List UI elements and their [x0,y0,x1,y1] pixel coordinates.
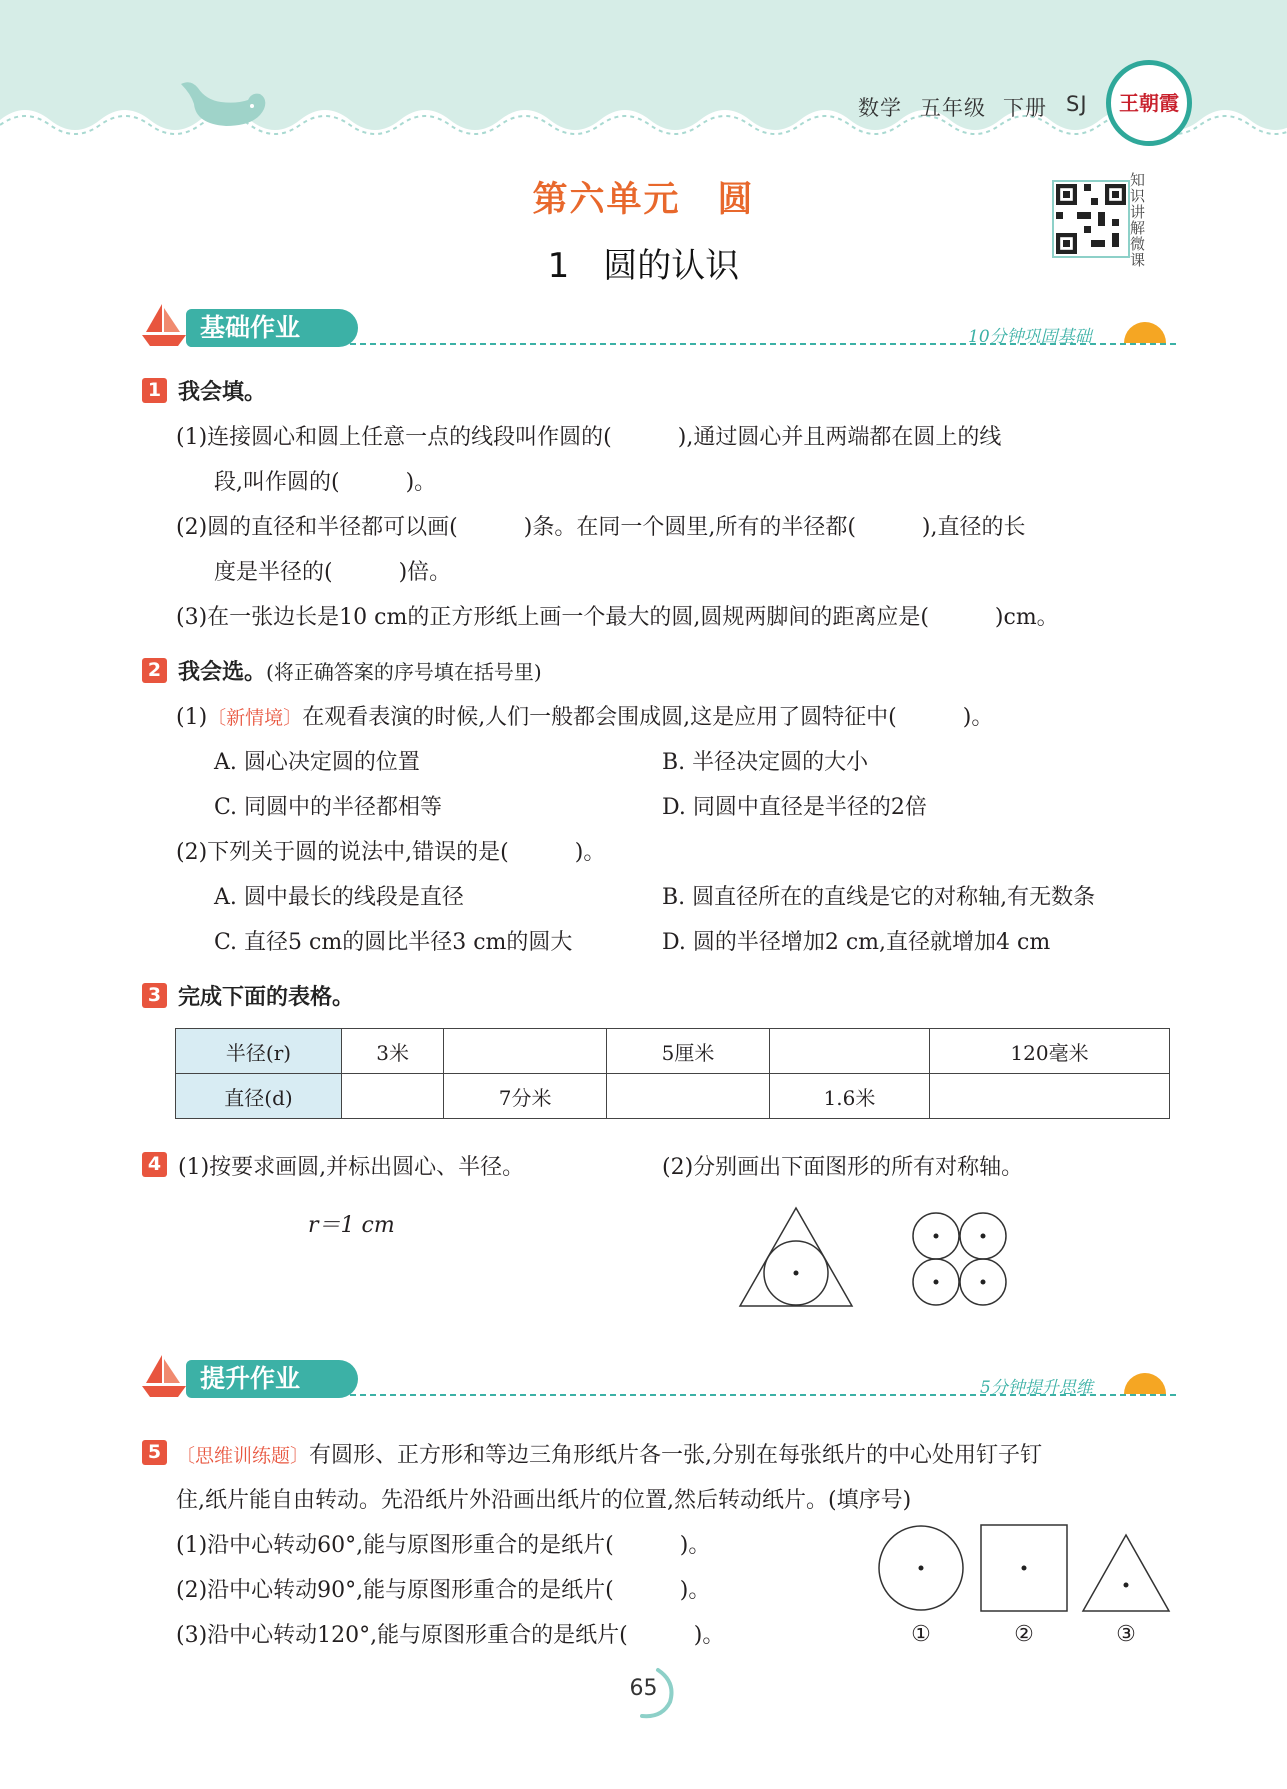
sun-icon [1124,1373,1166,1394]
unit-title: 第六单元 圆 [532,180,755,220]
whale-icon [176,74,276,134]
q2-p2-option-a: A. 圆中最长的线段是直径 [214,885,464,910]
table-cell[interactable] [769,1029,929,1074]
q1-number: 1 [142,378,167,403]
table-cell[interactable]: 1.6米 [769,1074,929,1119]
q2-p1-option-c: C. 同圆中的半径都相等 [214,795,443,820]
q1-line-2: 段,叫作圆的( )。 [214,470,437,495]
section-basic-hint: 10分钟巩固基础 [968,327,1092,347]
q1-line-5: (3)在一张边长是10 cm的正方形纸上画一个最大的圆,圆规两脚间的距离应是( )cm。 [176,605,1059,630]
q2-p1-option-d: D. 同圆中直径是半径的2倍 [662,795,927,820]
triangle-card-figure [1080,1532,1172,1614]
q2-p2-option-c: C. 直径5 cm的圆比半径3 cm的圆大 [214,930,573,955]
radius-diameter-table [175,1028,1170,1119]
q5-text-1: 有圆形、正方形和等边三角形纸片各一张,分别在每张纸片的中心处用钉子钉 [309,1443,1043,1468]
four-circles-figure [908,1210,1012,1308]
q4-number: 4 [142,1152,167,1177]
q1-title: 我会填。 [178,380,267,405]
page-number: 65 [629,1676,658,1701]
qr-label: 知识讲解微课 [1130,171,1146,269]
q4-radius-label: r＝1 cm [308,1213,395,1238]
section-basic-label: 基础作业 [186,309,358,347]
q5-number: 5 [142,1440,167,1465]
table-cell[interactable] [444,1029,607,1074]
q1-line-1: (1)连接圆心和圆上任意一点的线段叫作圆的( ),通过圆心并且两端都在圆上的线 [176,425,1002,450]
triangle-incircle-figure [736,1205,856,1310]
q2-title [178,655,542,686]
q5-line-1 [176,1438,1042,1469]
q2-note: (将正确答案的序号填在括号里) [266,660,542,684]
grade-label: 五年级 [920,96,986,120]
sailboat-icon [140,1353,190,1399]
circle-card-figure [876,1523,966,1613]
q2-p1-option-b: B. 半径决定圆的大小 [662,750,869,775]
table-cell[interactable] [342,1074,444,1119]
table-row-header: 半径(r) [176,1029,342,1074]
table-row-header: 直径(d) [176,1074,342,1119]
q3-title: 完成下面的表格。 [178,985,355,1010]
brand-logo [1106,60,1192,146]
section-advanced-hint: 5分钟提升思维 [980,1378,1093,1398]
q5-sub-1: (1)沿中心转动60°,能与原图形重合的是纸片( )。 [176,1533,711,1558]
q2-p1-prefix: (1) [176,705,208,730]
table-cell[interactable]: 3米 [342,1029,444,1074]
section-advanced-label: 提升作业 [186,1360,358,1398]
volume-label: 下册 [1003,96,1047,120]
q2-title-text: 我会选。 [178,660,267,685]
sailboat-icon [140,302,190,348]
q5-sub-3: (3)沿中心转动120°,能与原图形重合的是纸片( )。 [176,1623,725,1648]
q3-number: 3 [142,983,167,1008]
qr-code[interactable] [1052,180,1130,258]
q2-p2-option-b: B. 圆直径所在的直线是它的对称轴,有无数条 [662,885,1096,910]
q2-p1-option-a: A. 圆心决定圆的位置 [214,750,420,775]
q2-part1 [176,700,993,731]
q2-p2-option-d: D. 圆的半径增加2 cm,直径就增加4 cm [662,930,1051,955]
table-row [176,1074,1170,1119]
card-label-1: ① [911,1622,931,1647]
subject-label: 数学 [858,96,902,120]
q2-p1-text: 在观看表演的时候,人们一般都会围成圆,这是应用了圆特征中( )。 [302,705,994,730]
table-row [176,1029,1170,1074]
lesson-title: 1 圆的认识 [547,246,740,286]
card-label-2: ② [1014,1622,1034,1647]
table-cell[interactable] [929,1074,1169,1119]
q4-part1: (1)按要求画圆,并标出圆心、半径。 [178,1155,525,1180]
table-cell[interactable]: 5厘米 [607,1029,770,1074]
q4-part2: (2)分别画出下面图形的所有对称轴。 [662,1155,1024,1180]
card-label-3: ③ [1116,1622,1136,1647]
table-cell[interactable] [607,1074,770,1119]
square-card-figure [978,1522,1070,1614]
table-cell[interactable]: 7分米 [444,1074,607,1119]
q1-line-4: 度是半径的( )倍。 [214,560,452,585]
q5-line-2: 住,纸片能自由转动。先沿纸片外沿画出纸片的位置,然后转动纸片。(填序号) [176,1488,912,1513]
table-cell[interactable]: 120毫米 [929,1029,1169,1074]
q5-tag: 〔思维训练题〕 [176,1445,310,1467]
q2-part2: (2)下列关于圆的说法中,错误的是( )。 [176,840,606,865]
q5-sub-2: (2)沿中心转动90°,能与原图形重合的是纸片( )。 [176,1578,711,1603]
brand-name: 王朝霞 [1119,91,1179,115]
edition-label: SJ [1066,92,1088,116]
q1-line-3: (2)圆的直径和半径都可以画( )条。在同一个圆里,所有的半径都( ),直径的长 [176,515,1026,540]
q2-number: 2 [142,658,167,683]
q2-p1-tag: 〔新情境〕 [207,707,303,729]
sun-icon [1124,322,1166,343]
